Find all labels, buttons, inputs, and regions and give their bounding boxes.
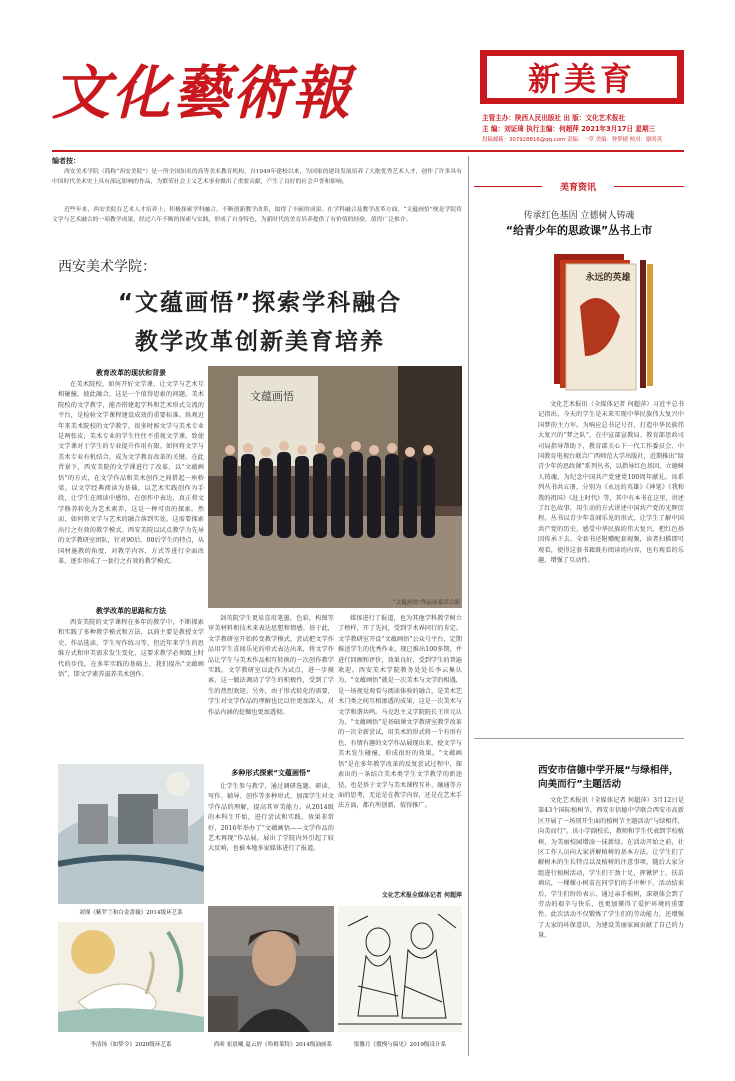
section-banner [480,50,684,104]
article-col2b: 让学生参与教学，通过调研选题、研读、写作、辅导、创作等多种形式，加深学生对文学作品的理解，提高其审美能力。从2014级的本科生开始，进行尝试和实践，效果非常好，2016年举办了“文蕴画悟——文学作品的艺术再现”作品展，展出了学院内外引起了较大反响，也被本地多家媒体进行了报道。 [208,783,334,853]
sidebar-story1-title: “给青少年的思政课”丛书上市 [505,224,653,237]
editor-note [52,156,462,252]
caption-group-photo: “文蕴画悟”作品展嘉宾合影 [392,600,460,606]
sidebar-story-divider [474,738,684,739]
sidebar-story2-title: 西安市信德中学开展“与绿相伴，向美而行”主题活动 [538,765,679,790]
group-photo [208,366,462,608]
book-set-image [540,246,660,394]
caption-art2: 李清扬《如梦令》2020级环艺系 [90,1042,172,1048]
sidebar-divider [468,156,469,1056]
article-col3: 媒体进行了报道，也为其他学科教学树立了榜样，开了先河，受到学术界同行的肯定。文学教研室开设“文蕴画悟”公众号平台，定期推送学生的优秀作业，现已推出100多期，并进行回顾和评价，效果良好，受到学生的普遍欢迎。西安美术学院教务处处长李云集认为，“文蕴画悟”就是一次美术与文学的相遇，是一场视觉观看与阅读体验的融合，是美术艺术门类之间互相渗透的成果，这是一次美术与文学和谐共鸣。马克思主义学院院长王世元认为，“文蕴画悟”是基础课文学教研室教学改革的一次全新尝试，用美术的形式将一个有形有色、有情有趣的文学作品展现出来，使文学与美术发生碰撞，形成很好的效果。“文蕴画悟”是在多年教学改革的反复尝试过程中，探索出的一条结合美术类学生文学教学的新途径，也是基于文学与美术课程互补、融通等方面的思考，无论是在教学内容，还是在艺术手法方面，都有所创新，值得推广。 [338,615,462,810]
masthead-rule [52,150,684,152]
artwork-swan [58,922,204,1032]
section-heading-2: 教学改革的思路和方法 [96,607,166,615]
section-title: 新美育 [527,60,636,98]
headline-kicker: 西安美术学院： [58,259,156,275]
sponsor-line: 主管主办：陕西人民出版社 出 版：文化艺术报社 [482,114,626,122]
sidebar-story2-body: 文化艺术报讯（全媒体记者 何超萍）3月12日是第43个国际植树节，西安市信德中学联合西安市高新区开展了一场别开生面的植树节主题活动“与绿相伴，向美而行”。该小学副校长，教师和学生代表到学校植树，为美丽校园增添一抹新绿。在活动开始之前，社区工作人员向大家讲解植树的基本方法，让学生们了解树木的生长特点以及植树的注意事项。随后大家分组进行植树活动，学生们干劲十足，挥锹铲土、扶苗填坑，一棵棵小树苗在同学们的手中种下。活动结束后，学生们纷纷表示，通过亲手植树，深刻体会到了劳动的艰辛与快乐，也更加懂得了爱护环境的重要性。此次活动不仅锻炼了学生们的劳动能力，还增强了大家的环保意识，为建设美丽家园贡献了自己的力量。 [538,797,684,940]
article-col1b: 西安美院的文学课程在多年的教学中，不断探索和实践了多种教学模式和方法，以前主要是教授文学史、作品选读，学生写作练习等，但近年来学生的思维方式和审美需求发生变化，这要求教学必须跟上时代的步伐。在多年实践的基础上，我们提出“文蕴画悟”，即文学素养滋养美术创作。 [58,619,204,679]
sidebar-story1-kicker: 传承红色基因 立德树人铸魂 [523,211,635,221]
section-heading-3: 多种形式探索“文蕴画悟” [231,769,311,777]
headline-line2: 教学改革创新美育培养 [135,329,385,355]
newspaper-title: 文化藝術報 [52,59,353,127]
masthead [52,50,684,150]
headline-line1: “文蕴画悟”探索学科融合 [117,290,403,316]
contact-line: 投稿邮箱：307928816@qq.com 责编：一草 美编：钟梦捷 校对：谢尚英 [482,137,663,143]
photo-sign-text: 文蕴画悟 [250,390,294,403]
book-cover-title: 永远的英雄 [585,273,631,283]
editor-line: 主 编：刘证琦 执行主编：何超萍 2021年3月17日 星期三 [482,125,656,133]
article-byline: 文化艺术报全媒体记者 何超萍 [381,892,462,899]
sidebar-section-label [474,180,684,194]
article-col1: 在美术院校，如何开好文学课，让文学与艺术互相碰撞，彼此融合，这是一个值得思索的问题。美术院校的文学教学，能否搭建起学科和艺术形式交流的平台，是检验文学课程建设成效的重要标准。纵观近年来美术院校的文学教学，很多时候文学与美术专业是两张皮，美术专业的学生往往不重视文学课，致使文学课对于学生的专业提升作用有限。如何将文学与美术专业有机结合，成为文学教育改革的关键。在此背景下，西安美院的文学课进行了改革，以“文蕴画悟”的方式，在文学作品和美术创作之间搭起一座桥梁。以文学经典阅读为基础，以艺术实践创作为手段，让学生在阅读中感悟，在创作中表达，真正将文学修养转化为艺术素养，这是一种可贵的探索。然而，如何将文学与艺术的融合落到实处，这需要探索出行之有效的教学模式。西安美院以试点教学为先导的文学教研室团队，针对90后、00后学生的特点，从国材施教的角度，对教学内容、方式等进行全面改革，逐步形成了一套行之有效的教学模式。 [58,381,204,565]
headline [58,256,462,356]
editor-note-label: 编者按： [52,157,80,165]
sidebar-story1-body: 文化艺术报讯（全媒体记者 何超萍）习近平总书记指出，今天的学生是未来实现中华民族伟大复兴中国梦的主力军。为响应总书记号召，打造中华民族伟大复兴的“梦之队”，在中宣部宣教局、教育部思政司司局指导帮助下，教育部关心下一代工作委员会、中国教育电视台联合广西师范大学出版社，近期推出“给青少年的思政课”系列丛书，以指导红色基因，立德树人铸魂，为纪念中国共产党建党100周年献礼。该系列丛书共五册，分别为《永远的英雄》《神笔》《我和我的祖国》《赶上时代》等，其中有本书在这里，讲述了红色故事，用生动的方式讲述中国共产党的光辉历程。丛书以青少年喜闻乐见的形式，让学生了解中国共产党的历史，感受中华民族的伟大复兴，把红色基因传承下去。全套书还附赠配套视频，读者扫描即可观看，使得这套书籍既有阅读的内容，也有观看的乐趣，增强了互动性。 [538,401,684,565]
artwork-sketch [338,906,462,1032]
editor-note-p2: 近些年来，西安美院在艺术人才培养上，积极探索学科融合，不断创新教学改革，取得了丰硕的成果。在学科融合及教学改革方面，“文蕴画悟”便是学院将文学与艺术融合的一项教学成果，经过六年不断的探索与实践，形成了自身特色，为新时代的美育培养提供了有价值的经验，值得广泛推介。 [52,207,462,223]
artwork-watercolor [58,764,204,904]
editor-note-p1: 西安美术学院（简称“西安美院”）是一所全国知名的高等美术教育机构，自1949年建校以来，为国家的建设发展培养了大批优秀艺术人才，创作了许多具有中国时代美术史上具有深远影响的作品，为繁荣社会主义艺术事业做出了重要贡献，产生了良好的社会声誉和影响。 [52,169,462,185]
article-col2: 剑英院学生更易喜用笔墨，色彩，构图等审美材料和技术来表达思想和情感。基于此，文学教研室开始转变教学模式，尝试把文学作品用学生喜闻乐见的形式表达出来，将文学作品让学生与美术作品相互转换的一次创作教学实践。文学教研室以此作为试点，进一步摸索，这一做法调动了学生的积极性，受到了学生的热烈欢迎。另外，由于形式转化的需要，学生对文学作品的理解也比以往更加深入，对作品内涵的挖掘也更加透彻。 [208,615,334,716]
caption-art3: 尚昕 崔晨曦 夏云婷《哈姆莱特》2014级油画系 [213,1042,333,1048]
artwork-portrait [208,906,334,1032]
caption-art1: 刘瑾《紫罗兰和白金蔷薇》2014级环艺系 [79,910,183,916]
sidebar-section-title: 美育资讯 [542,180,614,193]
section-heading-1: 教育改革的现状和背景 [96,369,166,377]
caption-art4: 梁馨月《傲慢与偏见》2019级设计系 [353,1042,447,1048]
